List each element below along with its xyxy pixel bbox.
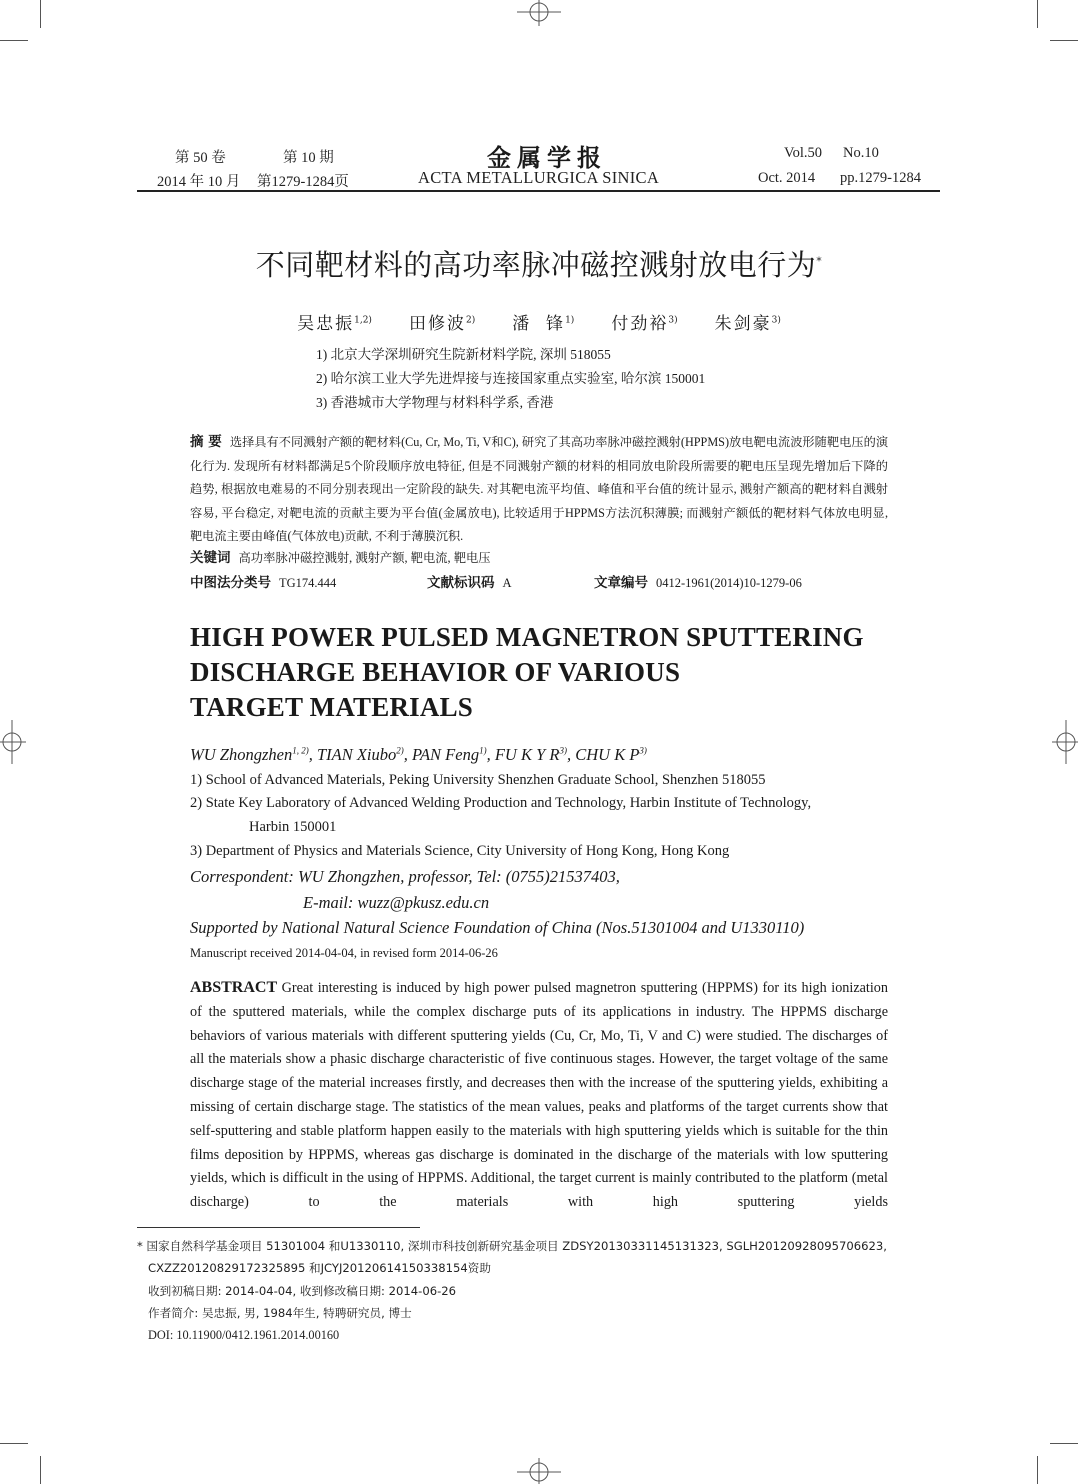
author-cn: 朱剑豪$^{3)}$ (714, 314, 781, 334)
footnote-funding-cont: CXZZ20120829172325895 和JCYJ20120614150338154资助 (148, 1261, 491, 1275)
title-cn (0, 243, 1078, 284)
volume-en: Vol.50 (784, 145, 823, 161)
journal-logo: 金属学报 (487, 143, 607, 172)
clc-number: 中图法分类号 TG174.444 (190, 575, 337, 591)
title-en (190, 620, 890, 725)
affiliation-en-1: 1) School of Advanced Materials, Peking University Shenzhen Graduate School, Shenzhen 518055 (190, 772, 766, 788)
authors-cn (0, 309, 1078, 334)
registration-mark-left-icon (0, 720, 26, 764)
pages-cn: 第1279-1284页 (257, 174, 349, 190)
footnote-author-bio: 作者简介: 吴忠振, 男, 1984年生, 特聘研究员, 博士 (148, 1306, 412, 1320)
affiliation-en-2-cont: Harbin 150001 (249, 819, 337, 835)
date-cn: 2014 年 10 月 (157, 174, 241, 190)
keywords-cn (190, 546, 491, 567)
author-cn: 吴忠振$^{1,2)}$ (297, 314, 372, 334)
keywords-cn-text: 高功率脉冲磁控溅射, 溅射产额, 靶电流, 靶电压 (238, 551, 491, 565)
author-en: CHU K $P^{3)}$ (575, 745, 647, 764)
footnote-funding: * 国家自然科学基金项目 51301004 和U1330110, 深圳市科技创新研究基金项目 ZDSY20130331145131323, SGLH20120928095706623, (137, 1239, 887, 1253)
registration-mark-top-icon (517, 0, 561, 26)
title-footnote-mark: * (816, 254, 823, 268)
pages-en: pp.1279-1284 (840, 170, 921, 186)
author-en: FU K Y $R^{3)}$, (494, 745, 576, 764)
footnote-rule (137, 1227, 420, 1228)
author-en: PAN Feng$^{1)}$, (412, 745, 495, 764)
volume-cn: 第 50 卷 (175, 150, 226, 166)
affiliation-cn-1: 1) 北京大学深圳研究生院新材料学院, 深圳 518055 (316, 347, 611, 362)
abstract-en-text: Great interesting is induced by high power pulsed magnetron sputtering (HPPMS) for its high ionization of the sputtered materials, while the complex discharge puts of its applications in industry. The HPPMS discharge behaviors of various materials with different sputtering yields (Cu, Cr, Mo, Ti, V and C) were studied. The discharges of all the materials show a phasic discharge characteristic of five continuous stages. However, the target voltage of the same discharge stage of the material increases firstly, and decreases then with the increase of the sputtering yields, exhibiting a missing of certain discharge stage. The statistics of the mean values, peaks and platforms of the target currents show that self-sputtering and stable platform happen easily to the materials with high sputtering yields which is suitable for the thin films deposition by HPPMS, whereas gas discharge is dominated in the discharge of the materials with low sputtering yields, which is difficult in the using of HPPMS. Additional, the target current is mainly contributed to the platform (metal discharge) to the materials with high sputtering yields (190, 980, 888, 1211)
abstract-en-label: ABSTRACT (190, 979, 278, 996)
correspondent: Correspondent: WU Zhongzhen, professor, Tel: (0755)21537403, (190, 867, 620, 886)
date-en: Oct. 2014 (758, 170, 816, 186)
funding-statement: Supported by National Natural Science Foundation of China (Nos.51301004 and U1330110) (190, 918, 805, 937)
affiliation-cn-2: 2) 哈尔滨工业大学先进焊接与连接国家重点实验室, 哈尔滨 150001 (316, 371, 706, 386)
abstract-cn-text: 选择具有不同溅射产额的靶材料(Cu, Cr, Mo, Ti, V和C), 研究了其高功率脉冲磁控溅射(HPPMS)放电靶电流波形随靶电压的演化行为. 发现所有材料都满足5个阶段顺序放电特征, 但是不同溅射产额的材料的相同放电阶段所需要的靶电压呈现先增加后下降的趋势, 根据放电难易的不同分别表现出一定阶段的缺失. 对其靶电流平均值、峰值和平台值的统计显示, 溅射产额高的靶材料自溅射容易, 平台稳定, 对靶电流的贡献主要为平台值(金属放电), 比较适用于HPPMS方法沉积薄膜; 而溅射产额低的靶材料气体放电明显, 靶电流主要由峰值(气体放电)贡献, 不利于薄膜沉积. (190, 435, 889, 543)
journal-name-en: ACTA METALLURGICA SINICA (418, 168, 660, 187)
author-en: WU Zhongzhen$^{1, 2)}$, (190, 745, 317, 764)
author-en: TIAN Xiubo$^{2)}$, (316, 745, 413, 764)
registration-mark-right-icon (1052, 720, 1078, 764)
issue-cn: 第 10 期 (283, 150, 334, 166)
affiliation-cn-3: 3) 香港城市大学物理与材料科学系, 香港 (316, 395, 554, 410)
footnote-received: 收到初稿日期: 2014-04-04, 收到修改稿日期: 2014-06-26 (148, 1284, 457, 1298)
author-cn: 付劲裕$^{3)}$ (611, 314, 678, 334)
title-en-line: DISCHARGE BEHAVIOR OF VARIOUS (190, 657, 681, 687)
author-cn: 潘 锋$^{1)}$ (512, 314, 575, 334)
email: E-mail: wuzz@pkusz.edu.cn (303, 893, 490, 912)
authors-en (190, 745, 647, 765)
author-cn: 田修波$^{2)}$ (408, 314, 476, 334)
abstract-cn (190, 431, 888, 549)
abstract-cn-label: 摘 要 (190, 434, 222, 450)
footnote-doi: DOI: 10.11900/0412.1961.2014.00160 (148, 1328, 340, 1342)
affiliation-en-2: 2) State Key Laboratory of Advanced Welding Production and Technology, Harbin Institute of Technology, (190, 795, 812, 811)
keywords-cn-label: 关键词 (190, 550, 231, 566)
registration-mark-bottom-icon (517, 1458, 561, 1484)
article-number: 文章编号 0412-1961(2014)10-1279-06 (594, 575, 802, 591)
issue-en: No.10 (843, 145, 879, 161)
manuscript-dates: Manuscript received 2014-04-04, in revised form 2014-06-26 (190, 946, 498, 960)
affiliation-en-3: 3) Department of Physics and Materials Science, City University of Hong Kong, Hong Kong (190, 843, 730, 859)
abstract-en (190, 976, 888, 1216)
title-en-line: HIGH POWER PULSED MAGNETRON SPUTTERING (190, 622, 864, 652)
title-cn-text: 不同靶材料的高功率脉冲磁控溅射放电行为 (255, 248, 817, 282)
header-rule (137, 190, 940, 192)
title-en-line: TARGET MATERIALS (190, 692, 474, 722)
document-code: 文献标识码 A (427, 575, 512, 591)
